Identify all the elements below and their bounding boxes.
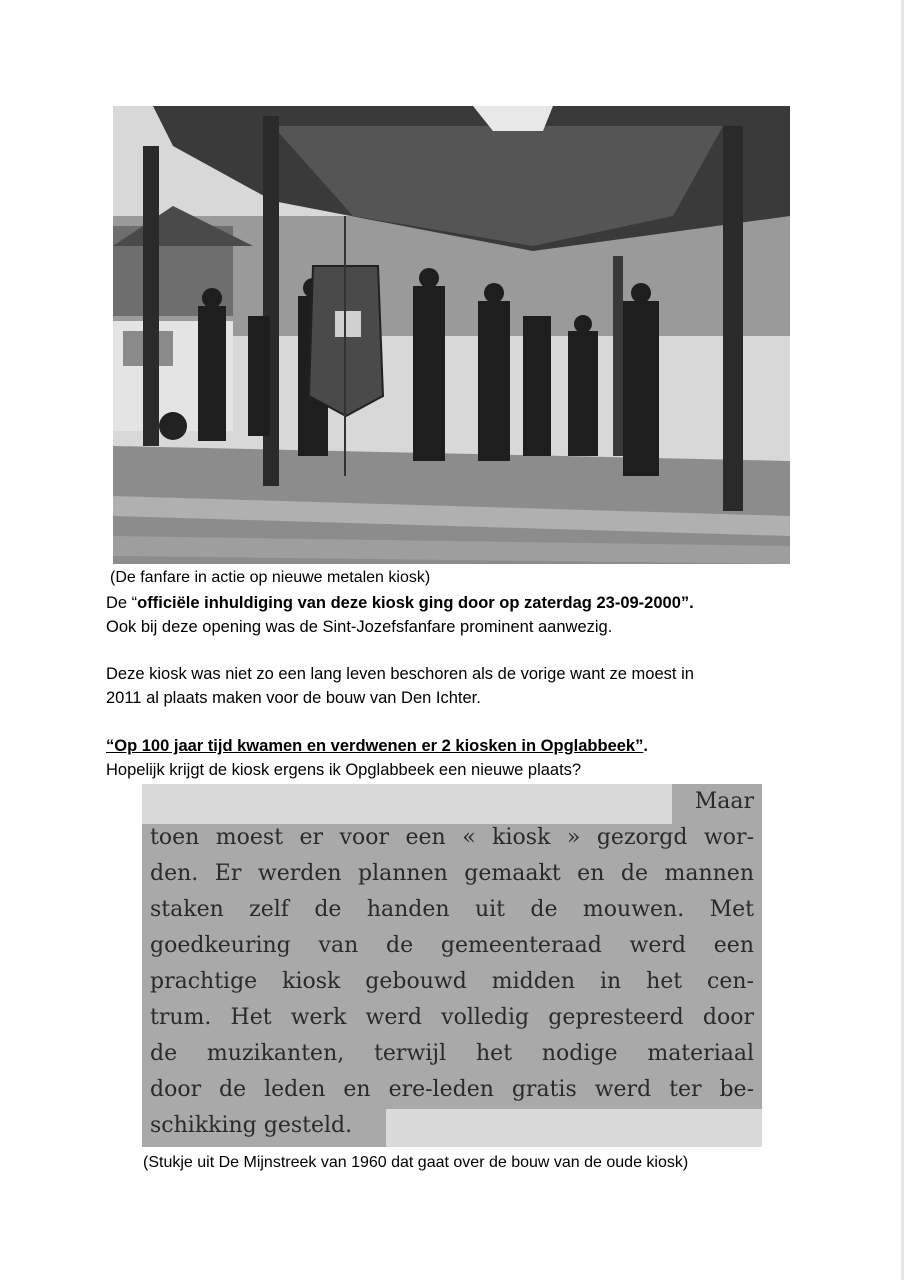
clipping-line: door de leden en ere-leden gratis werd ter be- — [150, 1077, 754, 1102]
clipping-line: toen moest er voor een « kiosk » gezorgd wor- — [150, 825, 754, 850]
paragraph-inauguration — [106, 591, 796, 639]
paragraph-lifespan — [106, 662, 796, 710]
clipping-line: de muzikanten, terwijl het nodige materiaal — [150, 1041, 754, 1066]
clipping-line: staken zelf de handen uit de mouwen. Met — [150, 897, 754, 922]
clipping-text — [150, 784, 754, 1144]
clipping-line: Maar — [694, 789, 754, 814]
clipping-line: goedkeuring van de gemeenteraad werd een — [150, 933, 754, 958]
inauguration-bold: officiële inhuldiging van deze kiosk ging door op zaterdag 23-09-2000”. — [137, 594, 694, 612]
clipping-line: den. Er werden plannen gemaakt en de mannen — [150, 861, 754, 886]
clipping-line: prachtige kiosk gebouwd midden in het cen- — [150, 969, 754, 994]
inauguration-line2: Ook bij deze opening was de Sint-Jozefsfanfare prominent aanwezig. — [106, 618, 613, 636]
lifespan-line2: 2011 al plaats maken voor de bouw van Den Ichter. — [106, 689, 481, 707]
kiosk-photo — [113, 106, 790, 564]
kiosken-heading: “Op 100 jaar tijd kwamen en verdwenen er 2 kiosken in Opglabbeek” — [106, 737, 644, 755]
kiosk-photo-icon — [113, 106, 790, 564]
paragraph-kiosken — [106, 734, 796, 782]
clipping-line: trum. Het werk werd volledig gepresteerd door — [150, 1005, 754, 1030]
newspaper-clipping — [142, 784, 762, 1147]
inauguration-lead: De “ — [106, 594, 138, 612]
clipping-line: schikking gesteld. — [150, 1113, 353, 1138]
kiosken-line2: Hopelijk krijgt de kiosk ergens ik Opglabbeek een nieuwe plaats? — [106, 761, 582, 779]
kiosken-heading-end: . — [643, 737, 648, 755]
photo-caption: (De fanfare in actie op nieuwe metalen kiosk) — [110, 569, 431, 586]
clipping-caption: (Stukje uit De Mijnstreek van 1960 dat gaat over de bouw van de oude kiosk) — [143, 1154, 689, 1171]
lifespan-line1: Deze kiosk was niet zo een lang leven beschoren als de vorige want ze moest in — [106, 665, 694, 683]
